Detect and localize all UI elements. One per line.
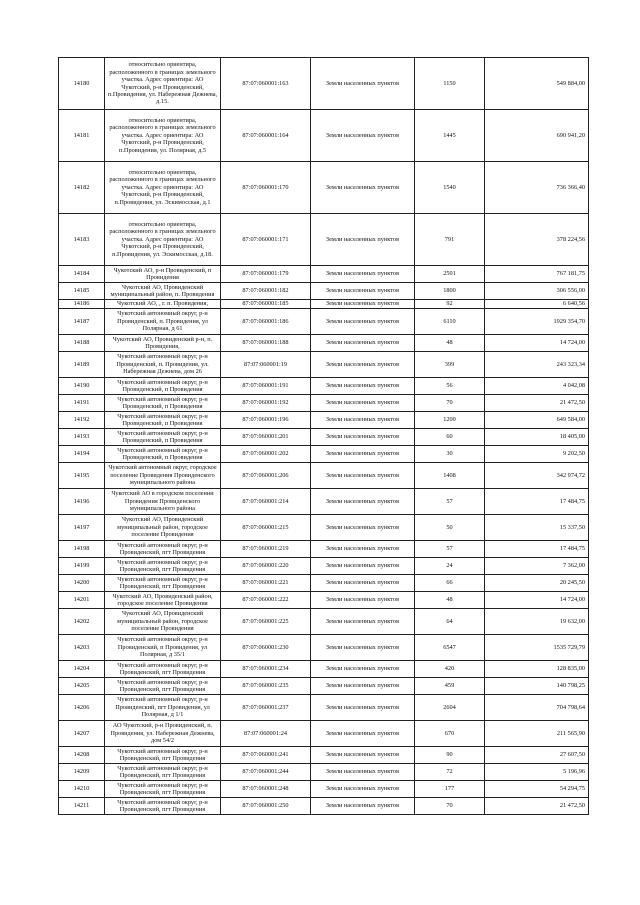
cadastral-value-cell: 649 584,00 [485,412,589,429]
address-cell: относительно ориентира, расположенного в границах земельного участка. Адрес ориентира: АО Чукотский, р-н Провиденский, п.Провидения, ул. Набережная Дежнева, д.15. [105,58,221,110]
table-row [59,335,589,352]
address-cell: Чукотский автономный округ, городское поселение Провидения Провиденского муниципального района [105,463,221,489]
cadastral-number-cell: 87:07:060001:221 [221,575,311,592]
cadastral-value-cell: 704 798,64 [485,695,589,721]
land-category-cell: Земли населенных пунктов [311,798,415,815]
row-number: 14192 [59,412,105,429]
table-row [59,575,589,592]
cadastral-number-cell: 87:07:060001:196 [221,412,311,429]
row-number: 14205 [59,678,105,695]
cadastral-number-cell: 87:07:060001:206 [221,463,311,489]
document-page [58,57,588,815]
land-category-cell: Земли населенных пунктов [311,721,415,747]
cadastral-value-cell: 9 202,50 [485,446,589,463]
cadastral-number-cell: 87:07:060001:24 [221,721,311,747]
row-number: 14197 [59,515,105,541]
cadastral-value-cell: 1535 729,79 [485,635,589,661]
table-row [59,489,589,515]
table-row [59,283,589,300]
row-number: 14203 [59,635,105,661]
cadastral-number-cell: 87:07:060001:234 [221,661,311,678]
cadastral-number-cell: 87:07:060001:225 [221,609,311,635]
address-cell: Чукотский автономный округ, р-н Провиденский, пгт Провидения [105,678,221,695]
cadastral-value-cell: 211 565,90 [485,721,589,747]
area-cell: 30 [415,446,485,463]
row-number: 14181 [59,110,105,162]
area-cell: 57 [415,541,485,558]
table-row [59,609,589,635]
address-cell: Чукотский автономный округ, р-н Провиденский, п Провидения [105,378,221,395]
row-number: 14196 [59,489,105,515]
table-row [59,721,589,747]
row-number: 14191 [59,395,105,412]
cadastral-value-cell: 54 294,75 [485,781,589,798]
address-cell: Чукотский автономный округ, р-н Провиденский, пгт Провидения [105,747,221,764]
area-cell: 1800 [415,283,485,300]
land-category-cell: Земли населенных пунктов [311,352,415,378]
cadastral-value-cell: 140 798,25 [485,678,589,695]
table-row [59,300,589,309]
land-category-cell: Земли населенных пунктов [311,747,415,764]
land-category-cell: Земли населенных пунктов [311,764,415,781]
cadastral-value-cell: 549 884,00 [485,58,589,110]
area-cell: 670 [415,721,485,747]
address-cell: Чукотский АО, Провиденский район, городское поселение Провидения [105,592,221,609]
address-cell: Чукотский АО, Провиденский р-н, п. Провидения, [105,335,221,352]
land-category-cell: Земли населенных пунктов [311,541,415,558]
address-cell: Чукотский автономный округ, р-н Провиденский, п. Провидения, ул. Набережная Дежнева, дом 26 [105,352,221,378]
cadastral-number-cell: 87:07:060001:250 [221,798,311,815]
cadastral-value-cell: 17 484,75 [485,489,589,515]
table-row [59,162,589,214]
table-row [59,58,589,110]
table-row [59,266,589,283]
table-row [59,747,589,764]
cadastral-number-cell: 87:07:060001:182 [221,283,311,300]
row-number: 14198 [59,541,105,558]
cadastral-value-cell: 14 724,00 [485,335,589,352]
land-category-cell: Земли населенных пунктов [311,283,415,300]
table-row [59,463,589,489]
area-cell: 72 [415,764,485,781]
area-cell: 1408 [415,463,485,489]
row-number: 14193 [59,429,105,446]
area-cell: 66 [415,575,485,592]
table-row [59,214,589,266]
row-number: 14180 [59,58,105,110]
cadastral-value-cell: 306 556,00 [485,283,589,300]
cadastral-value-cell: 6 640,56 [485,300,589,309]
address-cell: Чукотский автономный округ, р-н Провиденский, п Провидения [105,429,221,446]
land-category-cell: Земли населенных пунктов [311,463,415,489]
row-number: 14188 [59,335,105,352]
address-cell: АО Чукотский, р-н Провиденский, п. Провидения, ул. Набережная Дежнева, дом 54/2 [105,721,221,747]
land-category-cell: Земли населенных пунктов [311,412,415,429]
row-number: 14201 [59,592,105,609]
address-cell: Чукотский АО, Провиденский муниципальный район, городское поселение Провидения [105,609,221,635]
land-category-cell: Земли населенных пунктов [311,609,415,635]
cadastral-number-cell: 87:07:060001:188 [221,335,311,352]
address-cell: Чукотский автономный округ, р-н Провиденский, п Провидения, ул Полярная, д 35/1 [105,635,221,661]
cadastral-number-cell: 87:07:060001:220 [221,558,311,575]
cadastral-number-cell: 87:07:060001:241 [221,747,311,764]
land-category-cell: Земли населенных пунктов [311,661,415,678]
table-row [59,412,589,429]
table-row [59,541,589,558]
area-cell: 50 [415,515,485,541]
area-cell: 60 [415,429,485,446]
area-cell: 791 [415,214,485,266]
address-cell: Чукотский автономный округ, р-н Провиденский, пгт Провидения [105,781,221,798]
land-category-cell: Земли населенных пунктов [311,635,415,661]
area-cell: 1200 [415,412,485,429]
cadastral-value-cell: 19 632,00 [485,609,589,635]
cadastral-number-cell: 87:07:060001:186 [221,309,311,335]
row-number: 14206 [59,695,105,721]
land-category-cell: Земли населенных пунктов [311,162,415,214]
address-cell: Чукотский АО, р-н Провиденский, п Провидения [105,266,221,283]
land-category-cell: Земли населенных пунктов [311,575,415,592]
table-row [59,378,589,395]
cadastral-number-cell: 87:07:060001:192 [221,395,311,412]
cadastral-number-cell: 87:07:060001:214 [221,489,311,515]
land-category-cell: Земли населенных пунктов [311,266,415,283]
area-cell: 420 [415,661,485,678]
table-row [59,592,589,609]
area-cell: 399 [415,352,485,378]
cadastral-value-cell: 378 224,56 [485,214,589,266]
cadastral-value-cell: 767 181,75 [485,266,589,283]
area-cell: 70 [415,798,485,815]
table-row [59,781,589,798]
cadastral-value-cell: 342 974,72 [485,463,589,489]
table-row [59,429,589,446]
address-cell: Чукотский автономный округ, р-н Провиденский, пгт Провидения [105,558,221,575]
address-cell: Чукотский автономный округ, р-н Провиденский, пгт Провидения [105,575,221,592]
area-cell: 459 [415,678,485,695]
address-cell: Чукотский автономный округ, р-н Провиденский, пгт Провидения [105,661,221,678]
cadastral-value-cell: 14 724,00 [485,592,589,609]
row-number: 14182 [59,162,105,214]
cadastral-value-cell: 18 405,00 [485,429,589,446]
address-cell: Чукотский автономный округ, р-н Провиденский, пгт Провидения [105,764,221,781]
land-category-cell: Земли населенных пунктов [311,214,415,266]
land-category-cell: Земли населенных пунктов [311,309,415,335]
area-cell: 177 [415,781,485,798]
row-number: 14199 [59,558,105,575]
table-row [59,110,589,162]
area-cell: 2604 [415,695,485,721]
cadastral-number-cell: 87:07:060001:19 [221,352,311,378]
cadastral-number-cell: 87:07:060001:244 [221,764,311,781]
area-cell: 90 [415,747,485,764]
table-row [59,764,589,781]
table-body [59,58,589,815]
row-number: 14185 [59,283,105,300]
row-number: 14190 [59,378,105,395]
address-cell: относительно ориентира, расположенного в границах земельного участка. Адрес ориентира: АО Чукотский, р-н Провиденский, п.Провидения, ул. Полярная, д.5 [105,110,221,162]
row-number: 14210 [59,781,105,798]
cadastral-number-cell: 87:07:060001:219 [221,541,311,558]
row-number: 14211 [59,798,105,815]
area-cell: 56 [415,378,485,395]
cadastral-number-cell: 87:07:060001:237 [221,695,311,721]
land-category-cell: Земли населенных пунктов [311,489,415,515]
cadastral-number-cell: 87:07:060001:202 [221,446,311,463]
table-row [59,352,589,378]
address-cell: Чукотский АО в городском поселении Провидения Провиденского муниципального района [105,489,221,515]
area-cell: 57 [415,489,485,515]
row-number: 14209 [59,764,105,781]
land-category-cell: Земли населенных пунктов [311,110,415,162]
address-cell: Чукотский автономный округ, р-н Провиденский, п. Провидения, ул Полярная, д 61 [105,309,221,335]
area-cell: 1150 [415,58,485,110]
cadastral-number-cell: 87:07:060001:248 [221,781,311,798]
cadastral-number-cell: 87:07:060001:163 [221,58,311,110]
address-cell: Чукотский АО, Провиденский муниципальный район, городское поселение Провидения [105,515,221,541]
land-category-cell: Земли населенных пунктов [311,335,415,352]
row-number: 14202 [59,609,105,635]
area-cell: 1540 [415,162,485,214]
cadastral-value-cell: 4 042,08 [485,378,589,395]
area-cell: 70 [415,395,485,412]
cadastral-value-cell: 736 366,40 [485,162,589,214]
table-row [59,695,589,721]
area-cell: 2501 [415,266,485,283]
area-cell: 6547 [415,635,485,661]
cadastral-value-cell: 27 607,50 [485,747,589,764]
address-cell: относительно ориентира, расположенного в границах земельного участка. Адрес ориентира: АО Чукотский, р-н Провиденский, п.Провидения, ул. Эскимосская, д.1 [105,162,221,214]
row-number: 14187 [59,309,105,335]
row-number: 14195 [59,463,105,489]
area-cell: 48 [415,335,485,352]
table-row [59,515,589,541]
cadastral-value-cell: 690 941,20 [485,110,589,162]
table-row [59,678,589,695]
address-cell: Чукотский автономный округ, р-н Провиденский, пгт Провидения [105,798,221,815]
cadastral-number-cell: 87:07:060001:179 [221,266,311,283]
row-number: 14189 [59,352,105,378]
row-number: 14183 [59,214,105,266]
row-number: 14186 [59,300,105,309]
area-cell: 24 [415,558,485,575]
area-cell: 6110 [415,309,485,335]
cadastral-value-cell: 128 835,00 [485,661,589,678]
cadastral-number-cell: 87:07:060001:222 [221,592,311,609]
land-category-cell: Земли населенных пунктов [311,446,415,463]
land-category-cell: Земли населенных пунктов [311,592,415,609]
row-number: 14208 [59,747,105,764]
address-cell: Чукотский АО, Провиденский муниципальный район, п. Провидения [105,283,221,300]
address-cell: Чукотский автономный округ, р-н Провиденский, пгт Провидения [105,541,221,558]
address-cell: Чукотский автономный округ, р-н Провиденский, пгт Провидения, ул Полярная, д 1/1 [105,695,221,721]
land-category-cell: Земли населенных пунктов [311,58,415,110]
row-number: 14200 [59,575,105,592]
area-cell: 64 [415,609,485,635]
cadastral-number-cell: 87:07:060001:185 [221,300,311,309]
address-cell: Чукотский автономный округ, р-н Провиденский, п Провидения [105,446,221,463]
cadastral-number-cell: 87:07:060001:164 [221,110,311,162]
address-cell: Чукотский АО, , г. п. Провидения, [105,300,221,309]
table-row [59,309,589,335]
cadastral-value-cell: 15 337,50 [485,515,589,541]
area-cell: 1445 [415,110,485,162]
cadastral-number-cell: 87:07:060001:230 [221,635,311,661]
row-number: 14207 [59,721,105,747]
land-category-cell: Земли населенных пунктов [311,300,415,309]
cadastral-value-cell: 1929 354,70 [485,309,589,335]
land-category-cell: Земли населенных пунктов [311,515,415,541]
table-row [59,798,589,815]
address-cell: Чукотский автономный округ, р-н Провиденский, п Провидения [105,412,221,429]
table-row [59,395,589,412]
row-number: 14204 [59,661,105,678]
row-number: 14194 [59,446,105,463]
address-cell: Чукотский автономный округ, р-н Провиденский, п Провидения [105,395,221,412]
cadastral-number-cell: 87:07:060001:170 [221,162,311,214]
cadastral-number-cell: 87:07:060001:215 [221,515,311,541]
land-plots-table [58,57,589,815]
cadastral-value-cell: 7 362,00 [485,558,589,575]
land-category-cell: Земли населенных пунктов [311,781,415,798]
land-category-cell: Земли населенных пунктов [311,378,415,395]
cadastral-value-cell: 17 484,75 [485,541,589,558]
cadastral-number-cell: 87:07:060001:171 [221,214,311,266]
land-category-cell: Земли населенных пунктов [311,429,415,446]
cadastral-value-cell: 243 323,34 [485,352,589,378]
area-cell: 48 [415,592,485,609]
table-row [59,661,589,678]
land-category-cell: Земли населенных пунктов [311,558,415,575]
table-row [59,446,589,463]
cadastral-number-cell: 87:07:060001:201 [221,429,311,446]
cadastral-value-cell: 20 245,50 [485,575,589,592]
cadastral-number-cell: 87:07:060001:191 [221,378,311,395]
cadastral-value-cell: 5 196,96 [485,764,589,781]
area-cell: 92 [415,300,485,309]
address-cell: относительно ориентира, расположенного в границах земельного участка. Адрес ориентира: АО Чукотский, р-н Провиденский, п.Провидения, ул. Эскимосская, д.18. [105,214,221,266]
cadastral-value-cell: 21 472,50 [485,798,589,815]
land-category-cell: Земли населенных пунктов [311,395,415,412]
table-row [59,635,589,661]
land-category-cell: Земли населенных пунктов [311,695,415,721]
table-row [59,558,589,575]
cadastral-number-cell: 87:07:060001:235 [221,678,311,695]
cadastral-value-cell: 21 472,50 [485,395,589,412]
row-number: 14184 [59,266,105,283]
land-category-cell: Земли населенных пунктов [311,678,415,695]
